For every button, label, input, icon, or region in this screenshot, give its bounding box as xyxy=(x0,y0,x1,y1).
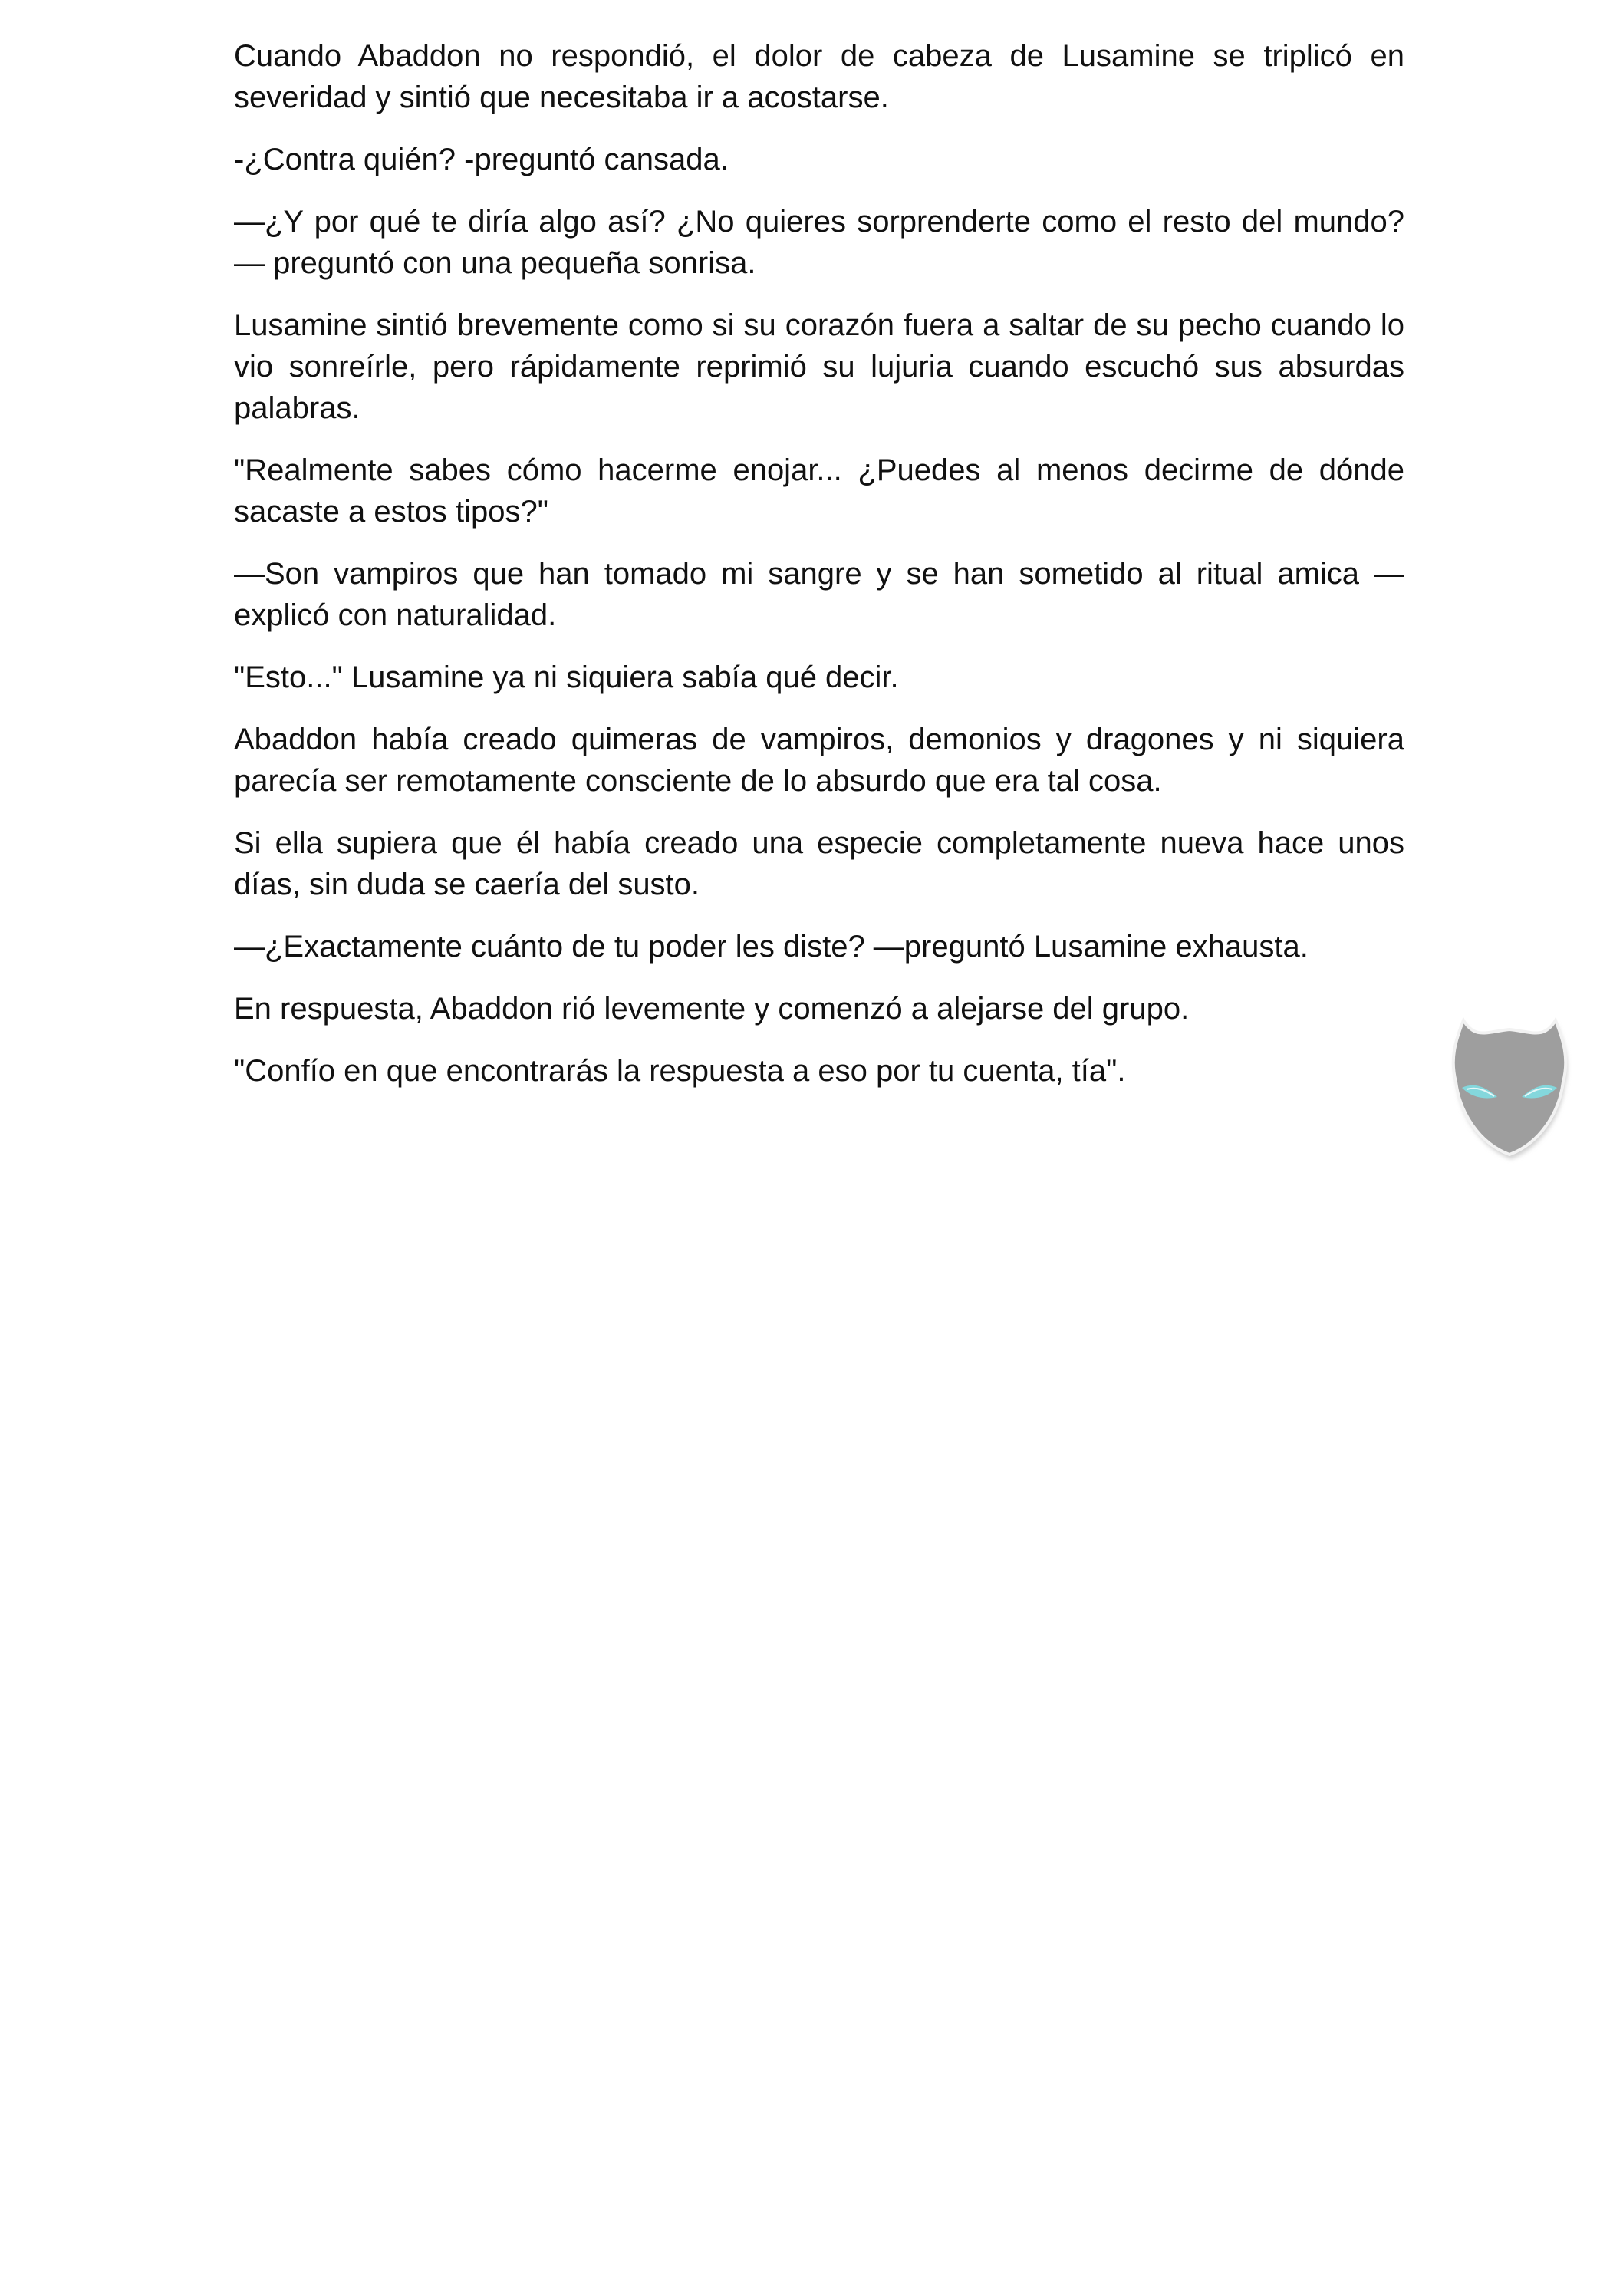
paragraph-11: En respuesta, Abaddon rió levemente y comenzó a alejarse del grupo. xyxy=(234,992,1190,1026)
document-body xyxy=(234,35,1404,1112)
paragraph-4: Lusamine sintió brevemente como si su corazón fuera a saltar de su pecho cuando lo vio sonreírle, pero rápidamente reprimió su lujuria cuando escuchó sus absurdas palabras. xyxy=(234,308,1404,425)
paragraph-8: Abaddon había creado quimeras de vampiros, demonios y dragones y ni siquiera parecía ser remotamente consciente de lo absurdo que era tal cosa. xyxy=(234,723,1404,798)
demon-head-icon xyxy=(1433,997,1586,1166)
paragraph-3: —¿Y por qué te diría algo así? ¿No quieres sorprenderte como el resto del mundo? — preguntó con una pequeña sonrisa. xyxy=(234,205,1404,280)
paragraph-1: Cuando Abaddon no respondió, el dolor de cabeza de Lusamine se triplicó en severidad y sintió que necesitaba ir a acostarse. xyxy=(234,39,1404,114)
paragraph-7: "Esto..." Lusamine ya ni siquiera sabía qué decir. xyxy=(234,660,899,694)
paragraph-2: -¿Contra quién? -preguntó cansada. xyxy=(234,143,729,176)
paragraph-6: —Son vampiros que han tomado mi sangre y se han sometido al ritual amica — explicó con naturalidad. xyxy=(234,557,1404,632)
paragraph-12: "Confío en que encontrarás la respuesta a eso por tu cuenta, tía". xyxy=(234,1054,1126,1088)
paragraph-10: —¿Exactamente cuánto de tu poder les diste? —preguntó Lusamine exhausta. xyxy=(234,930,1309,964)
paragraph-5: "Realmente sabes cómo hacerme enojar... ¿Puedes al menos decirme de dónde sacaste a estos tipos?" xyxy=(234,453,1404,529)
paragraph-9: Si ella supiera que él había creado una especie completamente nueva hace unos días, sin duda se caería del susto. xyxy=(234,826,1404,901)
